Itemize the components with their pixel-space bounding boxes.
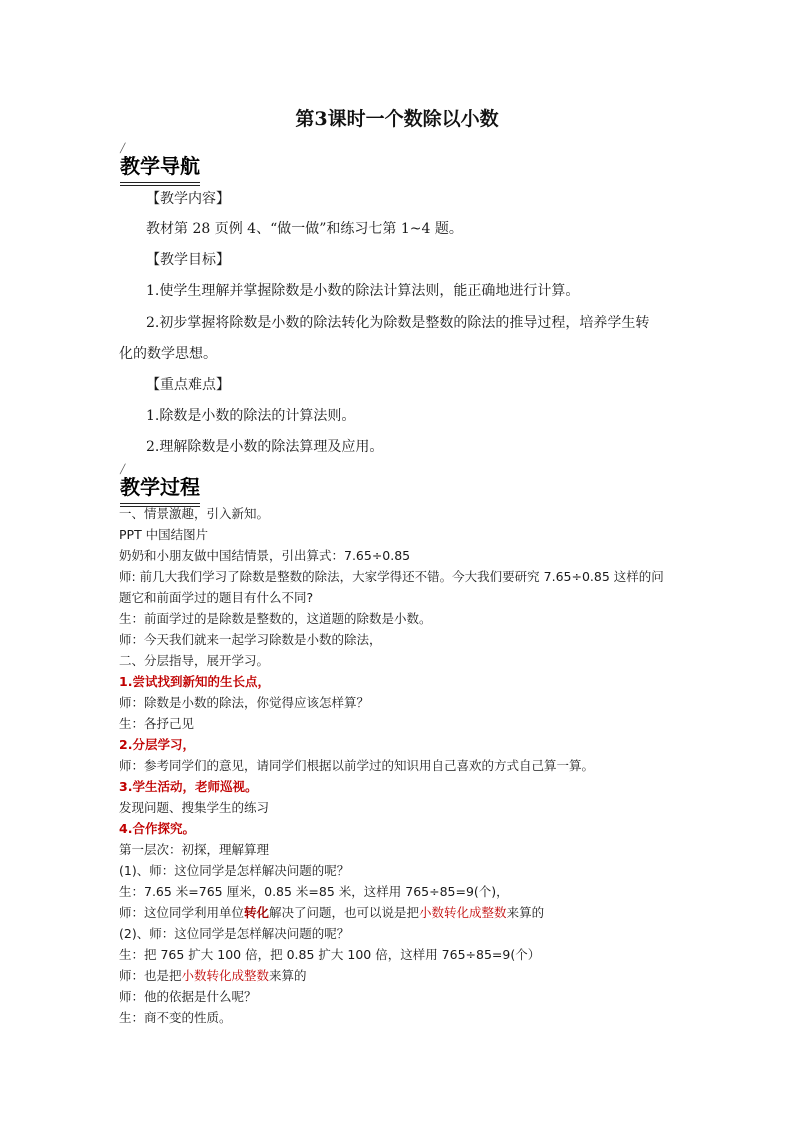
line-text: 来算的 xyxy=(506,905,545,920)
process-line: 师：除数是小数的除法，你觉得应该怎样算？ xyxy=(119,695,370,710)
step-heading-1: 1.尝试找到新知的生长点， xyxy=(119,674,270,689)
goal-item-2-cont: 化的数学思想。 xyxy=(119,346,217,362)
process-line: 生：各抒己见 xyxy=(119,716,195,731)
section-heading-text: 教学导航 xyxy=(120,150,200,183)
corner-mark-icon: ╱ xyxy=(120,465,126,475)
section-heading-teaching-guide xyxy=(120,144,200,183)
line-text: 师：也是把 xyxy=(119,968,182,983)
process-line: PPT 中国结图片 xyxy=(119,527,209,542)
corner-mark-icon: ╱ xyxy=(120,144,126,154)
process-line: (2)、师：这位同学是怎样解决问题的呢？ xyxy=(119,926,350,941)
line-text: 解决了问题，也可以说是把 xyxy=(269,905,420,920)
process-line: 第一层次：初探，理解算理 xyxy=(119,842,270,857)
process-line: 生：商不变的性质。 xyxy=(119,1010,232,1025)
process-line-highlighted xyxy=(119,966,307,984)
step-heading-2: 2.分层学习， xyxy=(119,737,195,752)
key-point-1: 1.除数是小数的除法的计算法则。 xyxy=(146,408,356,424)
highlight-decimal-to-integer: 小数转化成整数 xyxy=(181,968,270,983)
process-line: 师：参考同学们的意见，请同学们根据以前学过的知识用自己喜欢的方式自己算一算。 xyxy=(119,758,595,773)
highlight-conversion: 转化 xyxy=(244,905,270,920)
process-line: 一、情景激趣，引入新知。 xyxy=(119,506,270,521)
content-text: 教材第 28 页例 4、“做一做”和练习七第 1~4 题。 xyxy=(146,221,463,237)
key-point-2: 2.理解除数是小数的除法算理及应用。 xyxy=(146,439,384,455)
process-line: 师：今天我们就来一起学习除数是小数的除法， xyxy=(119,632,382,647)
step-heading-3: 3.学生活动，老师巡视。 xyxy=(119,779,258,794)
process-line: 师: 前几大我们学习了除数是整数的除法，大家学得还不错。今大我们要研究 7.65÷0.85 这样的问 xyxy=(119,569,664,584)
heading-underline xyxy=(120,185,200,186)
goal-label: 【教学目标】 xyxy=(146,252,230,268)
key-points-label: 【重点难点】 xyxy=(146,377,230,393)
process-line: 发现问题、搜集学生的练习 xyxy=(119,800,270,815)
highlight-decimal-to-integer: 小数转化成整数 xyxy=(419,905,507,920)
goal-item-2: 2.初步掌握将除数是小数的除法转化为除数是整数的除法的推导过程，培养学生转 xyxy=(146,315,650,331)
lesson-title: 第3课时一个数除以小数 xyxy=(295,108,499,130)
content-label: 【教学内容】 xyxy=(146,191,230,207)
process-line: (1)、师：这位同学是怎样解决问题的呢？ xyxy=(119,863,350,878)
process-line: 题它和前面学过的题目有什么不同? xyxy=(119,590,314,605)
process-line: 生：7.65 米=765 厘米，0.85 米=85 米，这样用 765÷85=9(个)， xyxy=(119,884,509,899)
section-heading-text: 教学过程 xyxy=(120,471,200,504)
step-heading-4: 4.合作探究。 xyxy=(119,821,195,836)
line-text: 师：这位同学利用单位 xyxy=(119,905,245,920)
process-line: 师：他的依据是什么呢？ xyxy=(119,989,257,1004)
section-heading-teaching-process xyxy=(120,465,200,504)
process-line: 生：把 765 扩大 100 倍，把 0.85 扩大 100 倍，这样用 765÷85=9(个） xyxy=(119,947,541,962)
process-line: 奶奶和小朋友做中国结情景，引出算式：7.65÷0.85 xyxy=(119,548,411,563)
line-text: 来算的 xyxy=(269,968,307,983)
process-line: 生：前面学过的是除数是整数的，这道题的除数是小数。 xyxy=(119,611,432,626)
process-line-highlighted xyxy=(119,903,544,921)
goal-item-1: 1.使学生理解并掌握除数是小数的除法计算法则，能正确地进行计算。 xyxy=(146,283,580,299)
process-line: 二、分层指导，展开学习。 xyxy=(119,653,270,668)
